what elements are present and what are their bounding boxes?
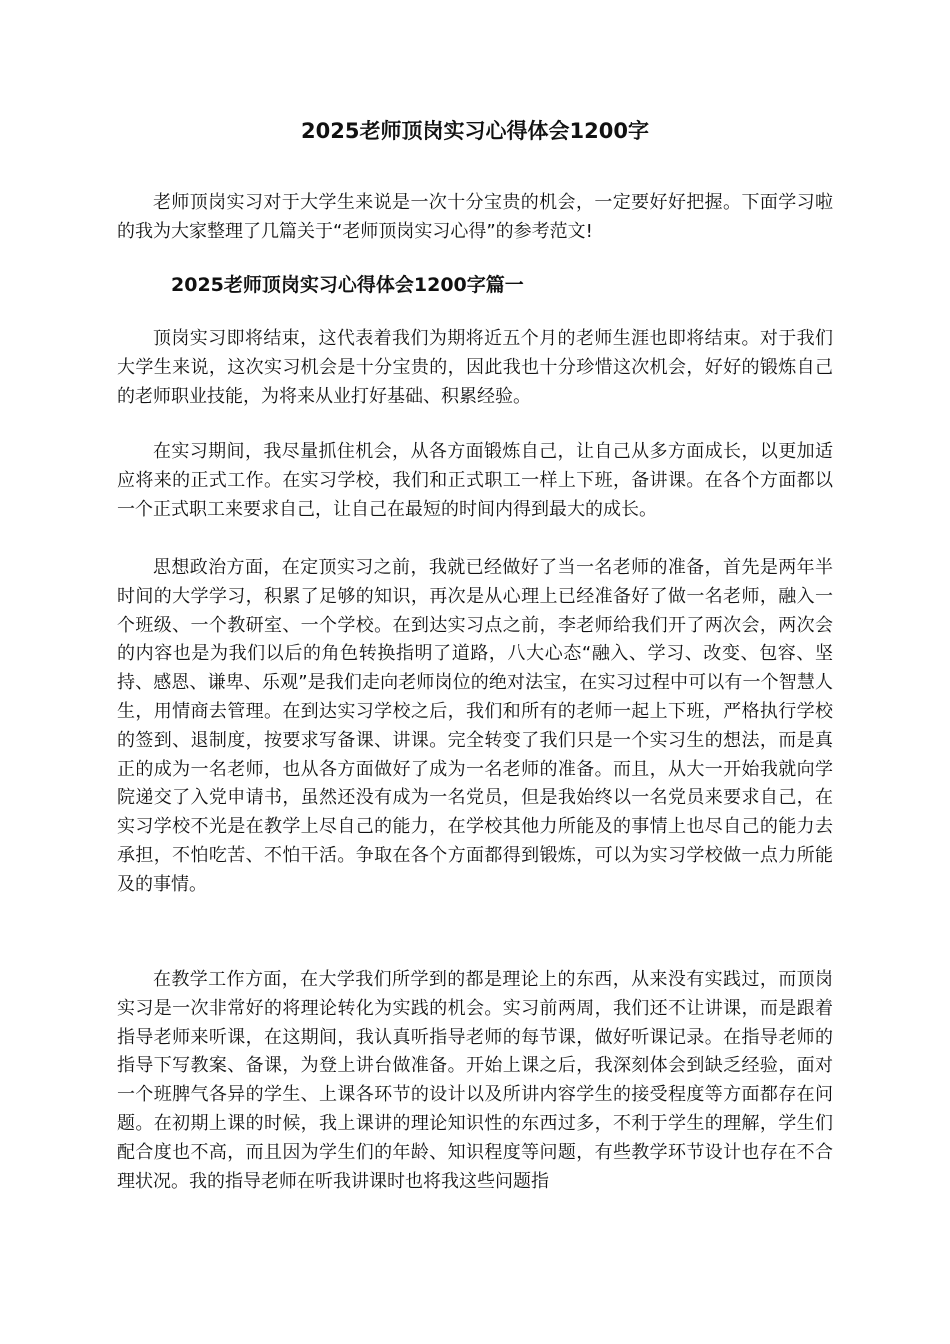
body-paragraph: 顶岗实习即将结束，这代表着我们为期将近五个月的老师生涯也即将结束。对于我们大学生来说，这次实习机会是十分宝贵的，因此我也十分珍惜这次机会，好好的锻炼自己的老师职业技能，为将来从业打好基础、积累经验。 [117,328,833,407]
body-paragraph: 在实习期间，我尽量抓住机会，从各方面锻炼自己，让自己从多方面成长，以更加适应将来的正式工作。在实习学校，我们和正式职工一样上下班，备讲课。在各个方面都以一个正式职工来要求自己，让自己在最短的时间内得到最大的成长。 [117,441,833,520]
body-paragraph: 思想政治方面，在定顶实习之前，我就已经做好了当一名老师的准备，首先是两年半时间的大学学习，积累了足够的知识，再次是从心理上已经准备好了做一名老师，融入一个班级、一个教研室、一个学校。在到达实习点之前，李老师给我们开了两次会，两次会的内容也是为我们以后的角色转换指明了道路，八大心态“融入、学习、改变、包容、坚持、感恩、谦卑、乐观”是我们走向老师岗位的绝对法宝，在实习过程中可以有一个智慧人生，用情商去管理。在到达实习学校之后，我们和所有的老师一起上下班，严格执行学校的签到、退制度，按要求写备课、讲课。完全转变了我们只是一个实习生的想法，而是真正的成为一名老师，也从各方面做好了成为一名老师的准备。而且，从大一开始我就向学院递交了入党申请书，虽然还没有成为一名党员，但是我始终以一名党员来要求自己，在实习学校不光是在教学上尽自己的能力，在学校其他力所能及的事情上也尽自己的能力去承担，不怕吃苦、不怕干活。争取在各个方面都得到锻炼，可以为实习学校做一点力所能及的事情。 [117,557,833,895]
intro-paragraph: 老师顶岗实习对于大学生来说是一次十分宝贵的机会，一定要好好把握。下面学习啦的我为大家整理了几篇关于“老师顶岗实习心得”的参考范文! [117,192,833,242]
section-title: 2025老师顶岗实习心得体会1200字篇一 [171,274,524,296]
document-title: 2025老师顶岗实习心得体会1200字 [301,119,649,143]
body-paragraph: 在教学工作方面，在大学我们所学到的都是理论上的东西，从来没有实践过，而顶岗实习是一次非常好的将理论转化为实践的机会。实习前两周，我们还不让讲课，而是跟着指导老师来听课，在这期间，我认真听指导老师的每节课，做好听课记录。在指导老师的指导下写教案、备课，为登上讲台做准备。开始上课之后，我深刻体会到缺乏经验，面对一个班脾气各异的学生、上课各环节的设计以及所讲内容学生的接受程度等方面都存在问题。在初期上课的时候，我上课讲的理论知识性的东西过多，不利于学生的理解，学生们配合度也不高，而且因为学生们的年龄、知识程度等问题，有些教学环节设计也存在不合理状况。我的指导老师在听我讲课时也将我这些问题指 [117,969,833,1192]
